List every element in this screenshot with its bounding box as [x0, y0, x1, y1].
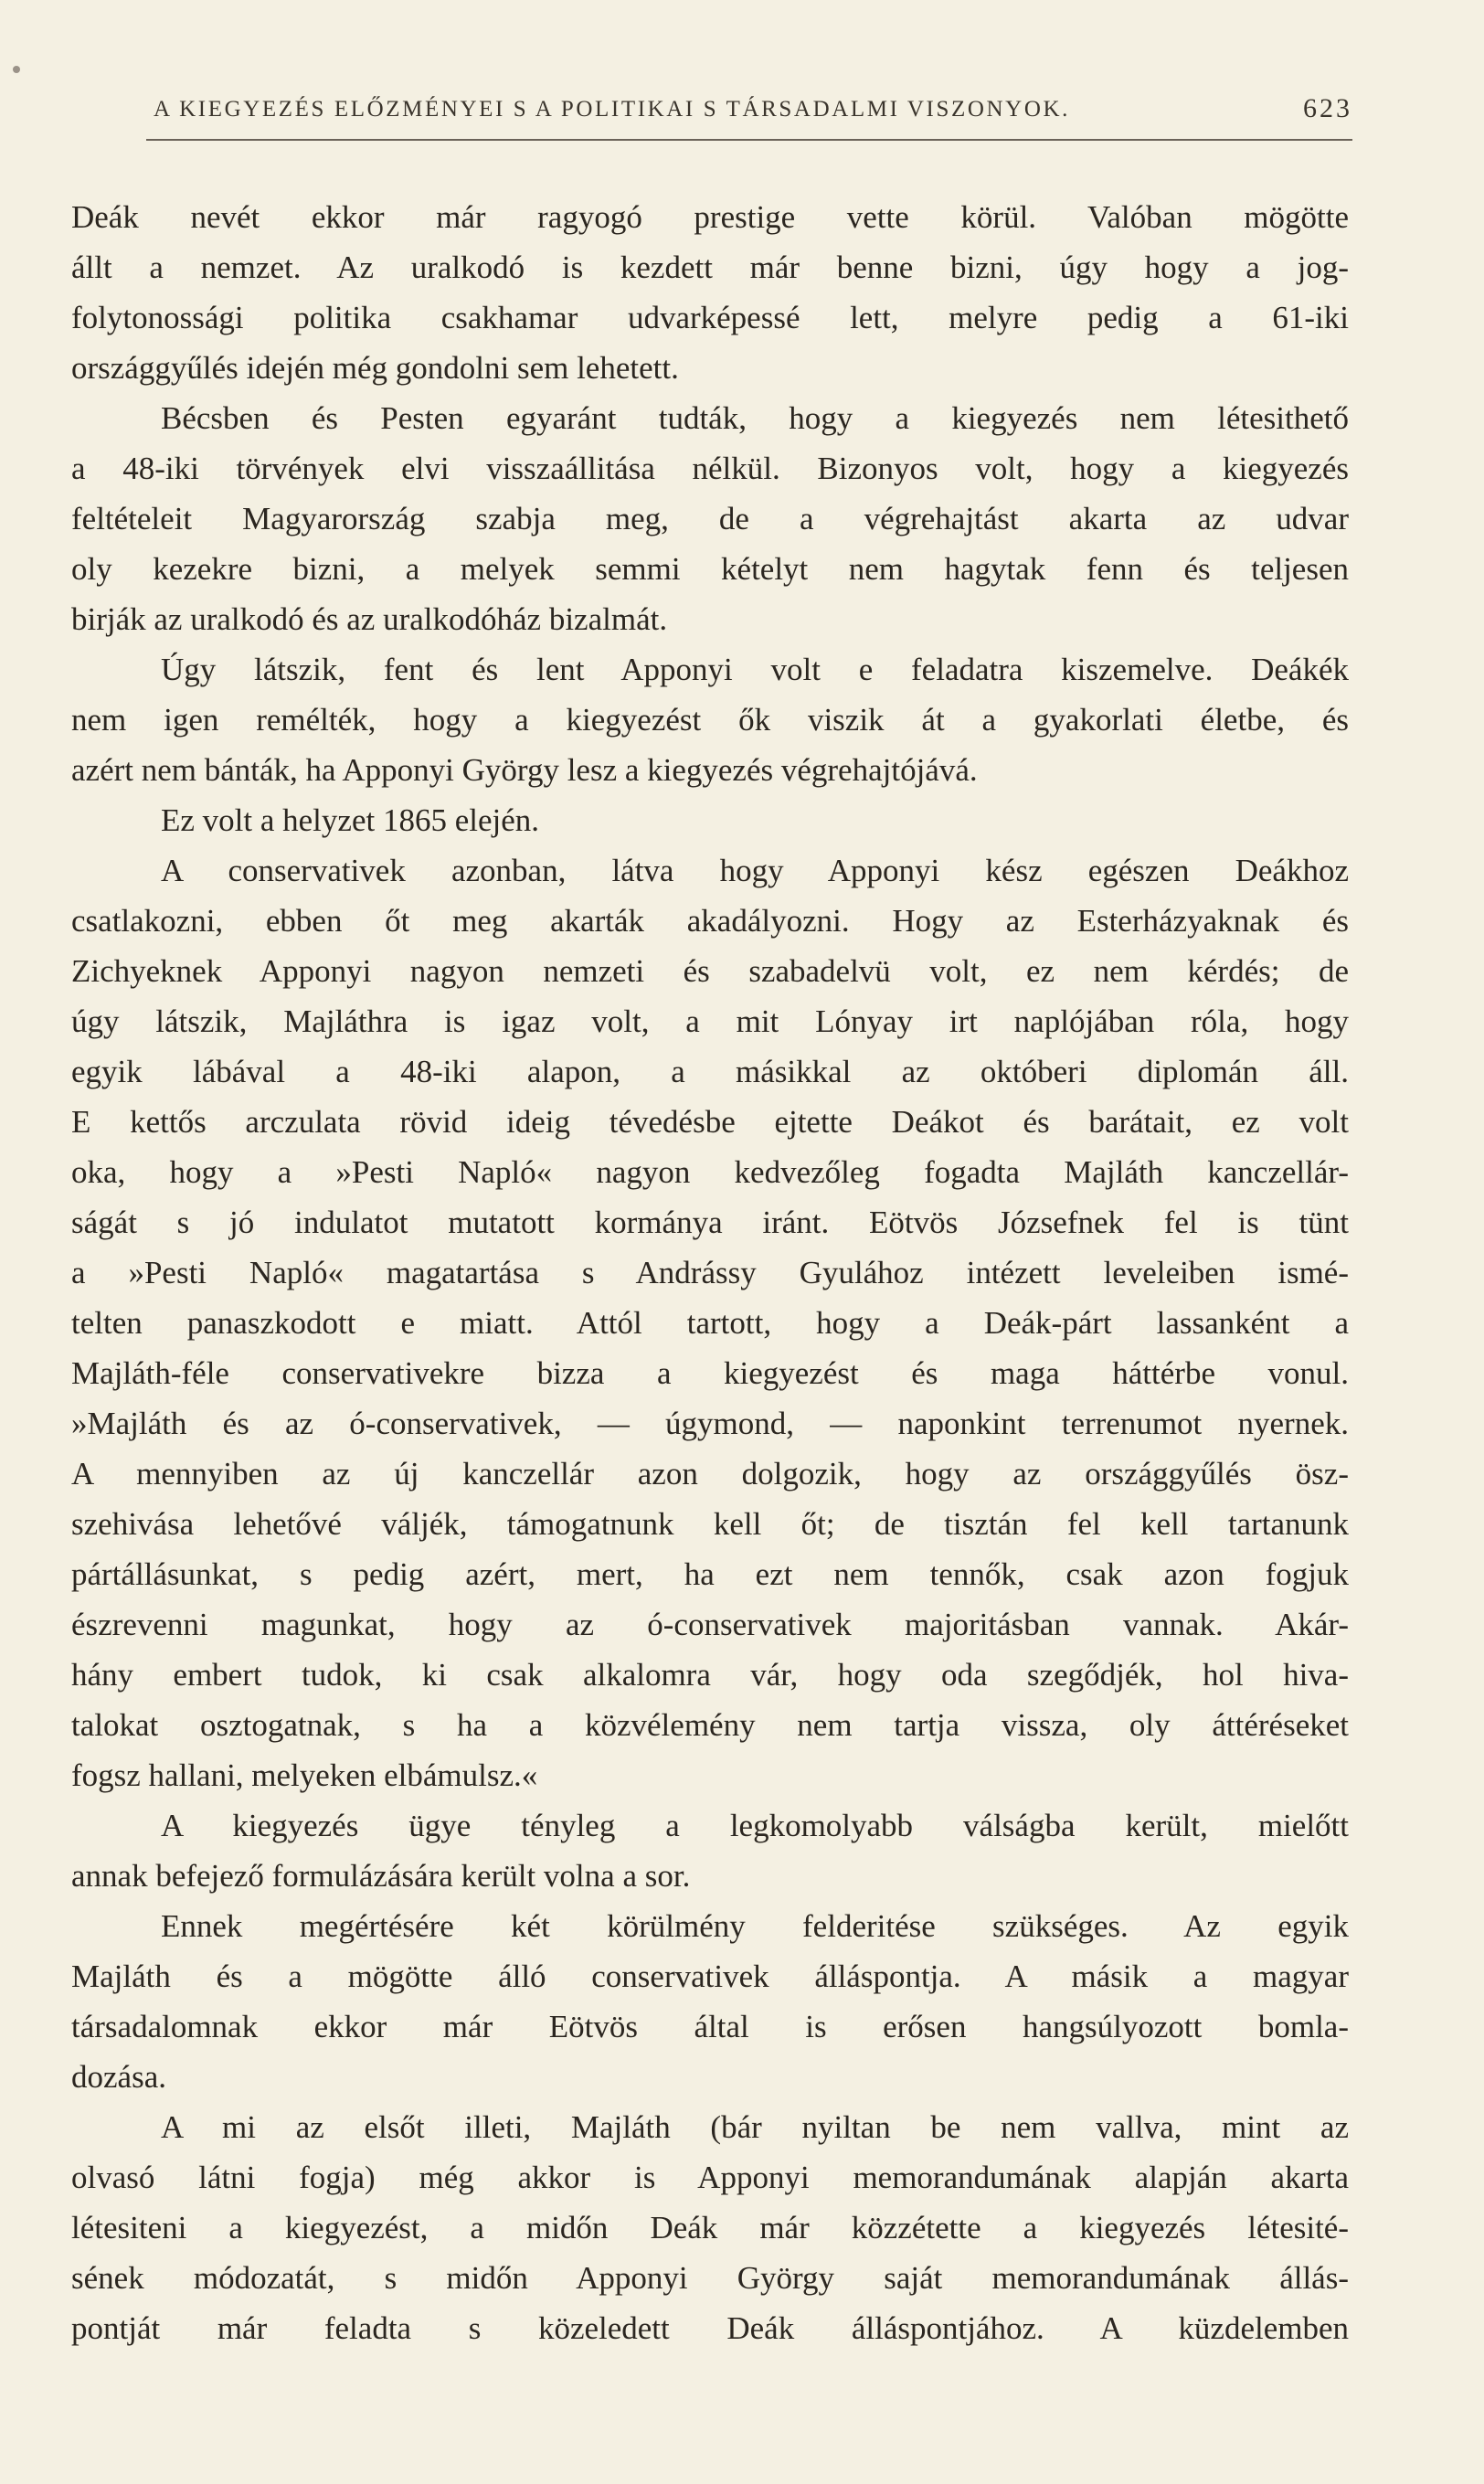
text-line: társadalomnak ekkor már Eötvös által is erősen hangsúlyozott bomla-: [71, 2009, 1349, 2044]
running-header: [146, 90, 1352, 130]
text-line: azért nem bánták, ha Apponyi György lesz a kiegyezés végrehajtójává.: [71, 752, 978, 788]
text-line: dozása.: [71, 2059, 166, 2095]
text-line: nem igen remélték, hogy a kiegyezést ők viszik át a gyakorlati életbe, és: [71, 702, 1349, 738]
text-line: olvasó látni fogja) még akkor is Apponyi memorandumának alapján akarta: [71, 2160, 1349, 2195]
text-line: Úgy látszik, fent és lent Apponyi volt e feladatra kiszemelve. Deákék: [161, 652, 1349, 687]
text-line: szehivása lehetővé váljék, támogatnunk kell őt; de tisztán fel kell tartanunk: [71, 1506, 1349, 1542]
margin-speck: [13, 66, 20, 73]
text-line: Zichyeknek Apponyi nagyon nemzeti és szabadelvü volt, ez nem kérdés; de: [71, 953, 1349, 989]
text-line: annak befejező formulázására került volna a sor.: [71, 1858, 691, 1894]
text-line: Ennek megértésére két körülmény felderitése szükséges. Az egyik: [161, 1908, 1349, 1944]
text-line: állt a nemzet. Az uralkodó is kezdett már benne bizni, úgy hogy a jog-: [71, 249, 1349, 285]
text-line: feltételeit Magyarország szabja meg, de a végrehajtást akarta az udvar: [71, 501, 1349, 536]
text-line: pontját már feladta s közeledett Deák álláspontjához. A küzdelemben: [71, 2310, 1349, 2346]
text-line: A mennyiben az új kanczellár azon dolgozik, hogy az országgyűlés ösz-: [71, 1456, 1349, 1491]
text-line: úgy látszik, Majláthra is igaz volt, a mit Lónyay irt naplójában róla, hogy: [71, 1003, 1349, 1039]
text-line: A conservativek azonban, látva hogy Apponyi kész egészen Deákhoz: [161, 853, 1349, 888]
text-line: sének módozatát, s midőn Apponyi György saját memorandumának állás-: [71, 2260, 1349, 2296]
text-line: telten panaszkodott e miatt. Attól tartott, hogy a Deák-párt lassanként a: [71, 1305, 1349, 1341]
running-header-title: A KIEGYEZÉS ELŐZMÉNYEI S A POLITIKAI S TÁRSADALMI VISZONYOK.: [154, 97, 1070, 122]
text-line: Ez volt a helyzet 1865 elején.: [161, 802, 540, 838]
text-line: Majláth és a mögötte álló conservativek álláspontja. A másik a magyar: [71, 1959, 1349, 1994]
page-number: 623: [1303, 93, 1352, 123]
text-line: talokat osztogatnak, s ha a közvélemény nem tartja vissza, oly áttéréseket: [71, 1707, 1349, 1743]
text-line: ságát s jó indulatot mutatott kormánya iránt. Eötvös Józsefnek fel is tünt: [71, 1205, 1349, 1240]
text-line: fogsz hallani, melyeken elbámulsz.«: [71, 1757, 538, 1793]
text-line: észrevenni magunkat, hogy az ó-conservativek majoritásban vannak. Akár-: [71, 1607, 1349, 1642]
text-line: pártállásunkat, s pedig azért, mert, ha ezt nem tennők, csak azon fogjuk: [71, 1556, 1349, 1592]
text-line: csatlakozni, ebben őt meg akarták akadályozni. Hogy az Esterházyaknak és: [71, 903, 1349, 939]
text-line: hány embert tudok, ki csak alkalomra vár, hogy oda szegődjék, hol hiva-: [71, 1657, 1349, 1693]
text-line: birják az uralkodó és az uralkodóház bizalmát.: [71, 601, 668, 637]
body-text: [71, 192, 1349, 2353]
text-line: Deák nevét ekkor már ragyogó prestige vette körül. Valóban mögötte: [71, 199, 1349, 235]
text-line: A kiegyezés ügye tényleg a legkomolyabb válságba került, mielőtt: [161, 1808, 1349, 1843]
text-line: oly kezekre bizni, a melyek semmi kételyt nem hagytak fenn és teljesen: [71, 551, 1349, 587]
text-line: A mi az elsőt illeti, Majláth (bár nyiltan be nem vallva, mint az: [161, 2109, 1349, 2145]
header-rule: [146, 139, 1352, 141]
text-line: egyik lábával a 48-iki alapon, a másikkal az októberi diplomán áll.: [71, 1054, 1349, 1089]
text-line: a 48-iki törvények elvi visszaállitása nélkül. Bizonyos volt, hogy a kiegyezés: [71, 451, 1349, 486]
text-line: Bécsben és Pesten egyaránt tudták, hogy a kiegyezés nem létesithető: [161, 400, 1349, 436]
text-line: országgyűlés idején még gondolni sem lehetett.: [71, 350, 679, 386]
text-line: a »Pesti Napló« magatartása s Andrássy Gyulához intézett leveleiben ismé-: [71, 1255, 1349, 1290]
text-line: létesiteni a kiegyezést, a midőn Deák már közzétette a kiegyezés létesité-: [71, 2210, 1349, 2245]
text-line: E kettős arczulata rövid ideig tévedésbe ejtette Deákot és barátait, ez volt: [71, 1104, 1349, 1140]
text-line: Majláth-féle conservativekre bizza a kiegyezést és maga háttérbe vonul.: [71, 1355, 1349, 1391]
text-line: folytonossági politika csakhamar udvarképessé lett, melyre pedig a 61-iki: [71, 300, 1349, 335]
text-line: oka, hogy a »Pesti Napló« nagyon kedvezőleg fogadta Majláth kanczellár-: [71, 1154, 1349, 1190]
text-line: »Majláth és az ó-conservativek, — úgymond, — naponkint terrenumot nyernek.: [71, 1406, 1349, 1441]
